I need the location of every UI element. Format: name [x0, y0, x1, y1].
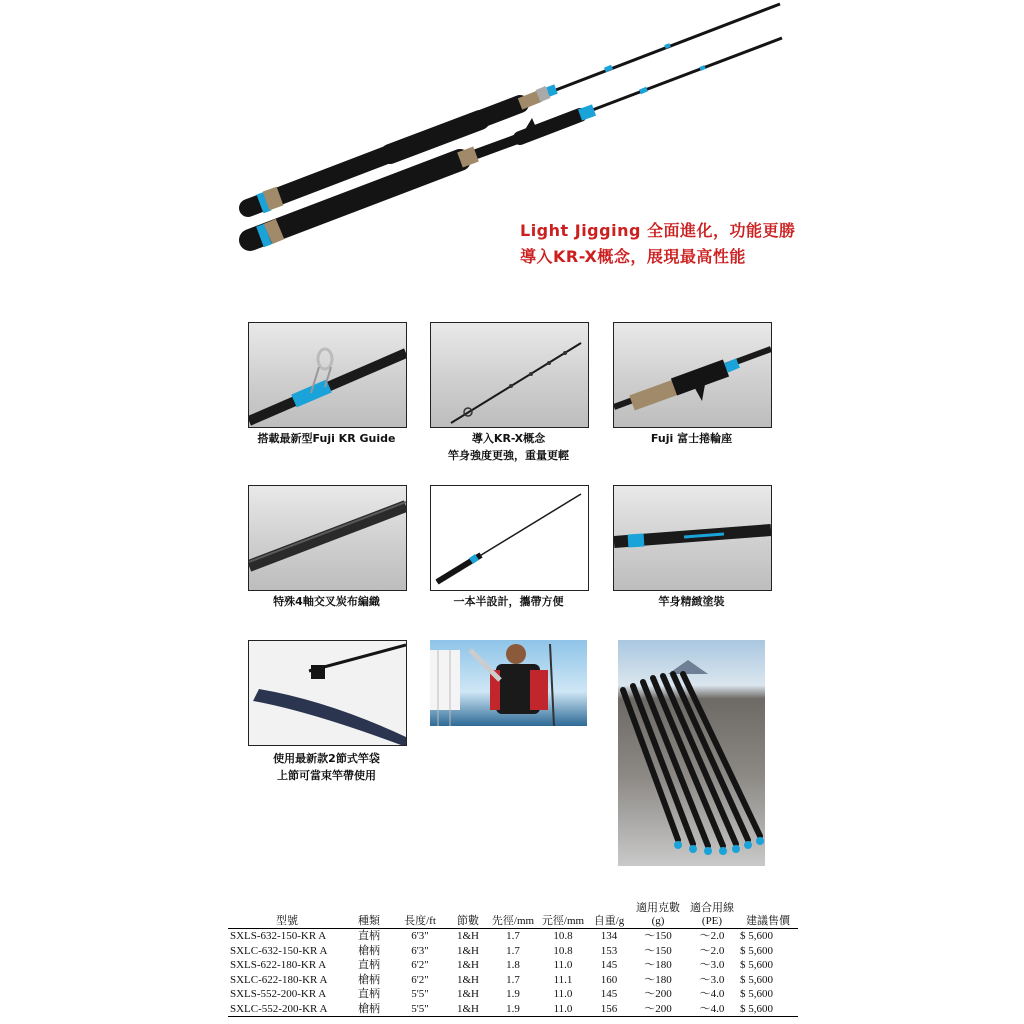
cell-model: SXLS-552-200-KR A [230, 988, 327, 1000]
table-row [228, 973, 798, 988]
feature-caption-7b: 上節可當束竿帶使用 [277, 769, 376, 782]
cell-sections: 1&H [448, 1002, 488, 1017]
cell-weight: 156 [588, 1002, 630, 1017]
cell-model: SXLS-622-180-KR A [230, 959, 327, 971]
cell-price: $ 5,600 [738, 1002, 798, 1017]
cell-type: 槍柄 [358, 944, 380, 957]
carbon-blank-icon [249, 486, 406, 590]
angler-photo [430, 640, 587, 726]
cell-price: $ 5,600 [740, 930, 773, 942]
header-sections: 節數 [448, 902, 488, 929]
table-row [228, 1002, 798, 1017]
cell-price: $ 5,600 [740, 973, 773, 986]
cell-lure-weight: ～180 [644, 959, 672, 971]
cell-tip-dia: 1.8 [506, 959, 520, 971]
feature-caption-2: 導入KR-X概念 [471, 432, 546, 445]
cell-type: 直柄 [358, 988, 380, 1000]
feature-caption-2b: 竿身強度更強，重量更輕 [448, 449, 569, 462]
cell-weight: 160 [600, 973, 618, 986]
feature-tile-one-half [430, 485, 589, 591]
cell-line: ～3.0 [699, 973, 725, 986]
table-row [228, 987, 798, 1002]
cell-weight: 134 [600, 930, 618, 942]
header-tip-dia: 先徑/mm [488, 902, 538, 929]
cell-butt-dia: 11.1 [553, 973, 573, 986]
cell-sections: 1&H [457, 959, 479, 971]
header-butt-dia: 元徑/mm [538, 902, 588, 929]
cell-type: 直柄 [358, 959, 380, 971]
cell-sections: 1&H [457, 930, 479, 942]
feature-tile-reel-seat [613, 322, 772, 428]
feature-caption-4: 特殊4軸交叉炭布編織 [273, 595, 380, 608]
header-price: 建議售價 [738, 902, 798, 929]
cell-tip-dia: 1.9 [488, 1002, 538, 1017]
cell-lure-weight: ～150 [644, 944, 672, 957]
cell-sections: 1&H [457, 973, 479, 986]
feature-caption-1: 搭載最新型Fuji KR Guide [257, 432, 396, 445]
headline-line-1: Light Jigging 全面進化，功能更勝 [520, 221, 796, 240]
cell-line: ～2.0 [699, 930, 725, 942]
table-row [228, 929, 798, 944]
header-weight: 自重/g [588, 902, 630, 929]
cell-model: SXLS-632-150-KR A [230, 930, 327, 942]
cell-length: 6'2" [411, 959, 429, 971]
cell-line: ～2.0 [699, 944, 725, 957]
cell-length: 5'5" [411, 988, 429, 1000]
one-half-design-icon [431, 486, 588, 590]
header-type: 種類 [346, 902, 392, 929]
cell-length: 5'5" [392, 1002, 448, 1017]
cell-model: SXLC-622-180-KR A [230, 973, 328, 986]
spec-table [228, 902, 798, 1017]
cell-lure-weight: ～180 [644, 973, 672, 986]
feature-tile-coating [613, 485, 772, 591]
cell-tip-dia: 1.7 [506, 944, 520, 957]
cell-lure-weight: ～200 [630, 1002, 686, 1017]
feature-tile-kr-guide [248, 322, 407, 428]
cell-type: 槍柄 [358, 973, 380, 986]
cell-line: ～3.0 [699, 959, 725, 971]
cell-model: SXLC-632-150-KR A [230, 944, 328, 957]
cell-length: 6'3" [411, 944, 429, 957]
cell-line: ～4.0 [686, 1002, 738, 1017]
header-length: 長度/ft [392, 902, 448, 929]
headline-line-2: 導入KR-X概念，展現最高性能 [520, 247, 746, 266]
cell-price: $ 5,600 [740, 988, 773, 1000]
cell-lure-weight: ～150 [644, 930, 672, 942]
cell-weight: 145 [600, 959, 618, 971]
header-lure-weight: 適用克數 (g) [630, 902, 686, 929]
cell-butt-dia: 10.8 [553, 944, 573, 957]
rod-bag-icon [249, 641, 406, 745]
cell-type: 直柄 [358, 930, 380, 942]
cell-lure-weight: ～200 [644, 988, 672, 1000]
kr-x-guides-icon [431, 323, 588, 427]
feature-tile-kr-x [430, 322, 589, 428]
rods-row-icon [618, 640, 765, 866]
cell-length: 6'2" [411, 973, 429, 986]
feature-caption-3: Fuji 富士捲輪座 [650, 432, 733, 445]
cell-type: 槍柄 [346, 1002, 392, 1017]
cell-weight: 153 [600, 944, 618, 957]
reel-seat-icon [614, 323, 771, 427]
header-line: 適合用線 (PE) [686, 902, 738, 929]
cell-weight: 145 [600, 988, 618, 1000]
spec-table-header [228, 902, 798, 929]
header-model: 型號 [228, 902, 346, 929]
cell-model: SXLC-552-200-KR A [228, 1002, 346, 1017]
cell-price: $ 5,600 [740, 959, 773, 971]
cell-tip-dia: 1.9 [506, 988, 520, 1000]
table-row [228, 958, 798, 973]
cell-butt-dia: 11.0 [553, 959, 573, 971]
cell-price: $ 5,600 [740, 944, 773, 957]
cell-sections: 1&H [457, 988, 479, 1000]
table-row [228, 944, 798, 959]
rods-on-wall-photo [618, 640, 765, 866]
angler-figure-icon [430, 640, 587, 726]
cell-sections: 1&H [457, 944, 479, 957]
guide-closeup-icon [249, 323, 406, 427]
cell-butt-dia: 11.0 [553, 988, 573, 1000]
cell-butt-dia: 10.8 [553, 930, 573, 942]
feature-caption-5: 一本半設計，攜帶方便 [453, 595, 564, 608]
feature-tile-carbon [248, 485, 407, 591]
feature-caption-6: 竿身精緻塗裝 [658, 595, 725, 608]
cell-tip-dia: 1.7 [506, 973, 520, 986]
cell-line: ～4.0 [699, 988, 725, 1000]
coating-finish-icon [614, 486, 771, 590]
feature-caption-7: 使用最新款2節式竿袋 [273, 752, 380, 765]
cell-tip-dia: 1.7 [506, 930, 520, 942]
feature-tile-rod-bag [248, 640, 407, 746]
cell-butt-dia: 11.0 [538, 1002, 588, 1017]
cell-length: 6'3" [411, 930, 429, 942]
